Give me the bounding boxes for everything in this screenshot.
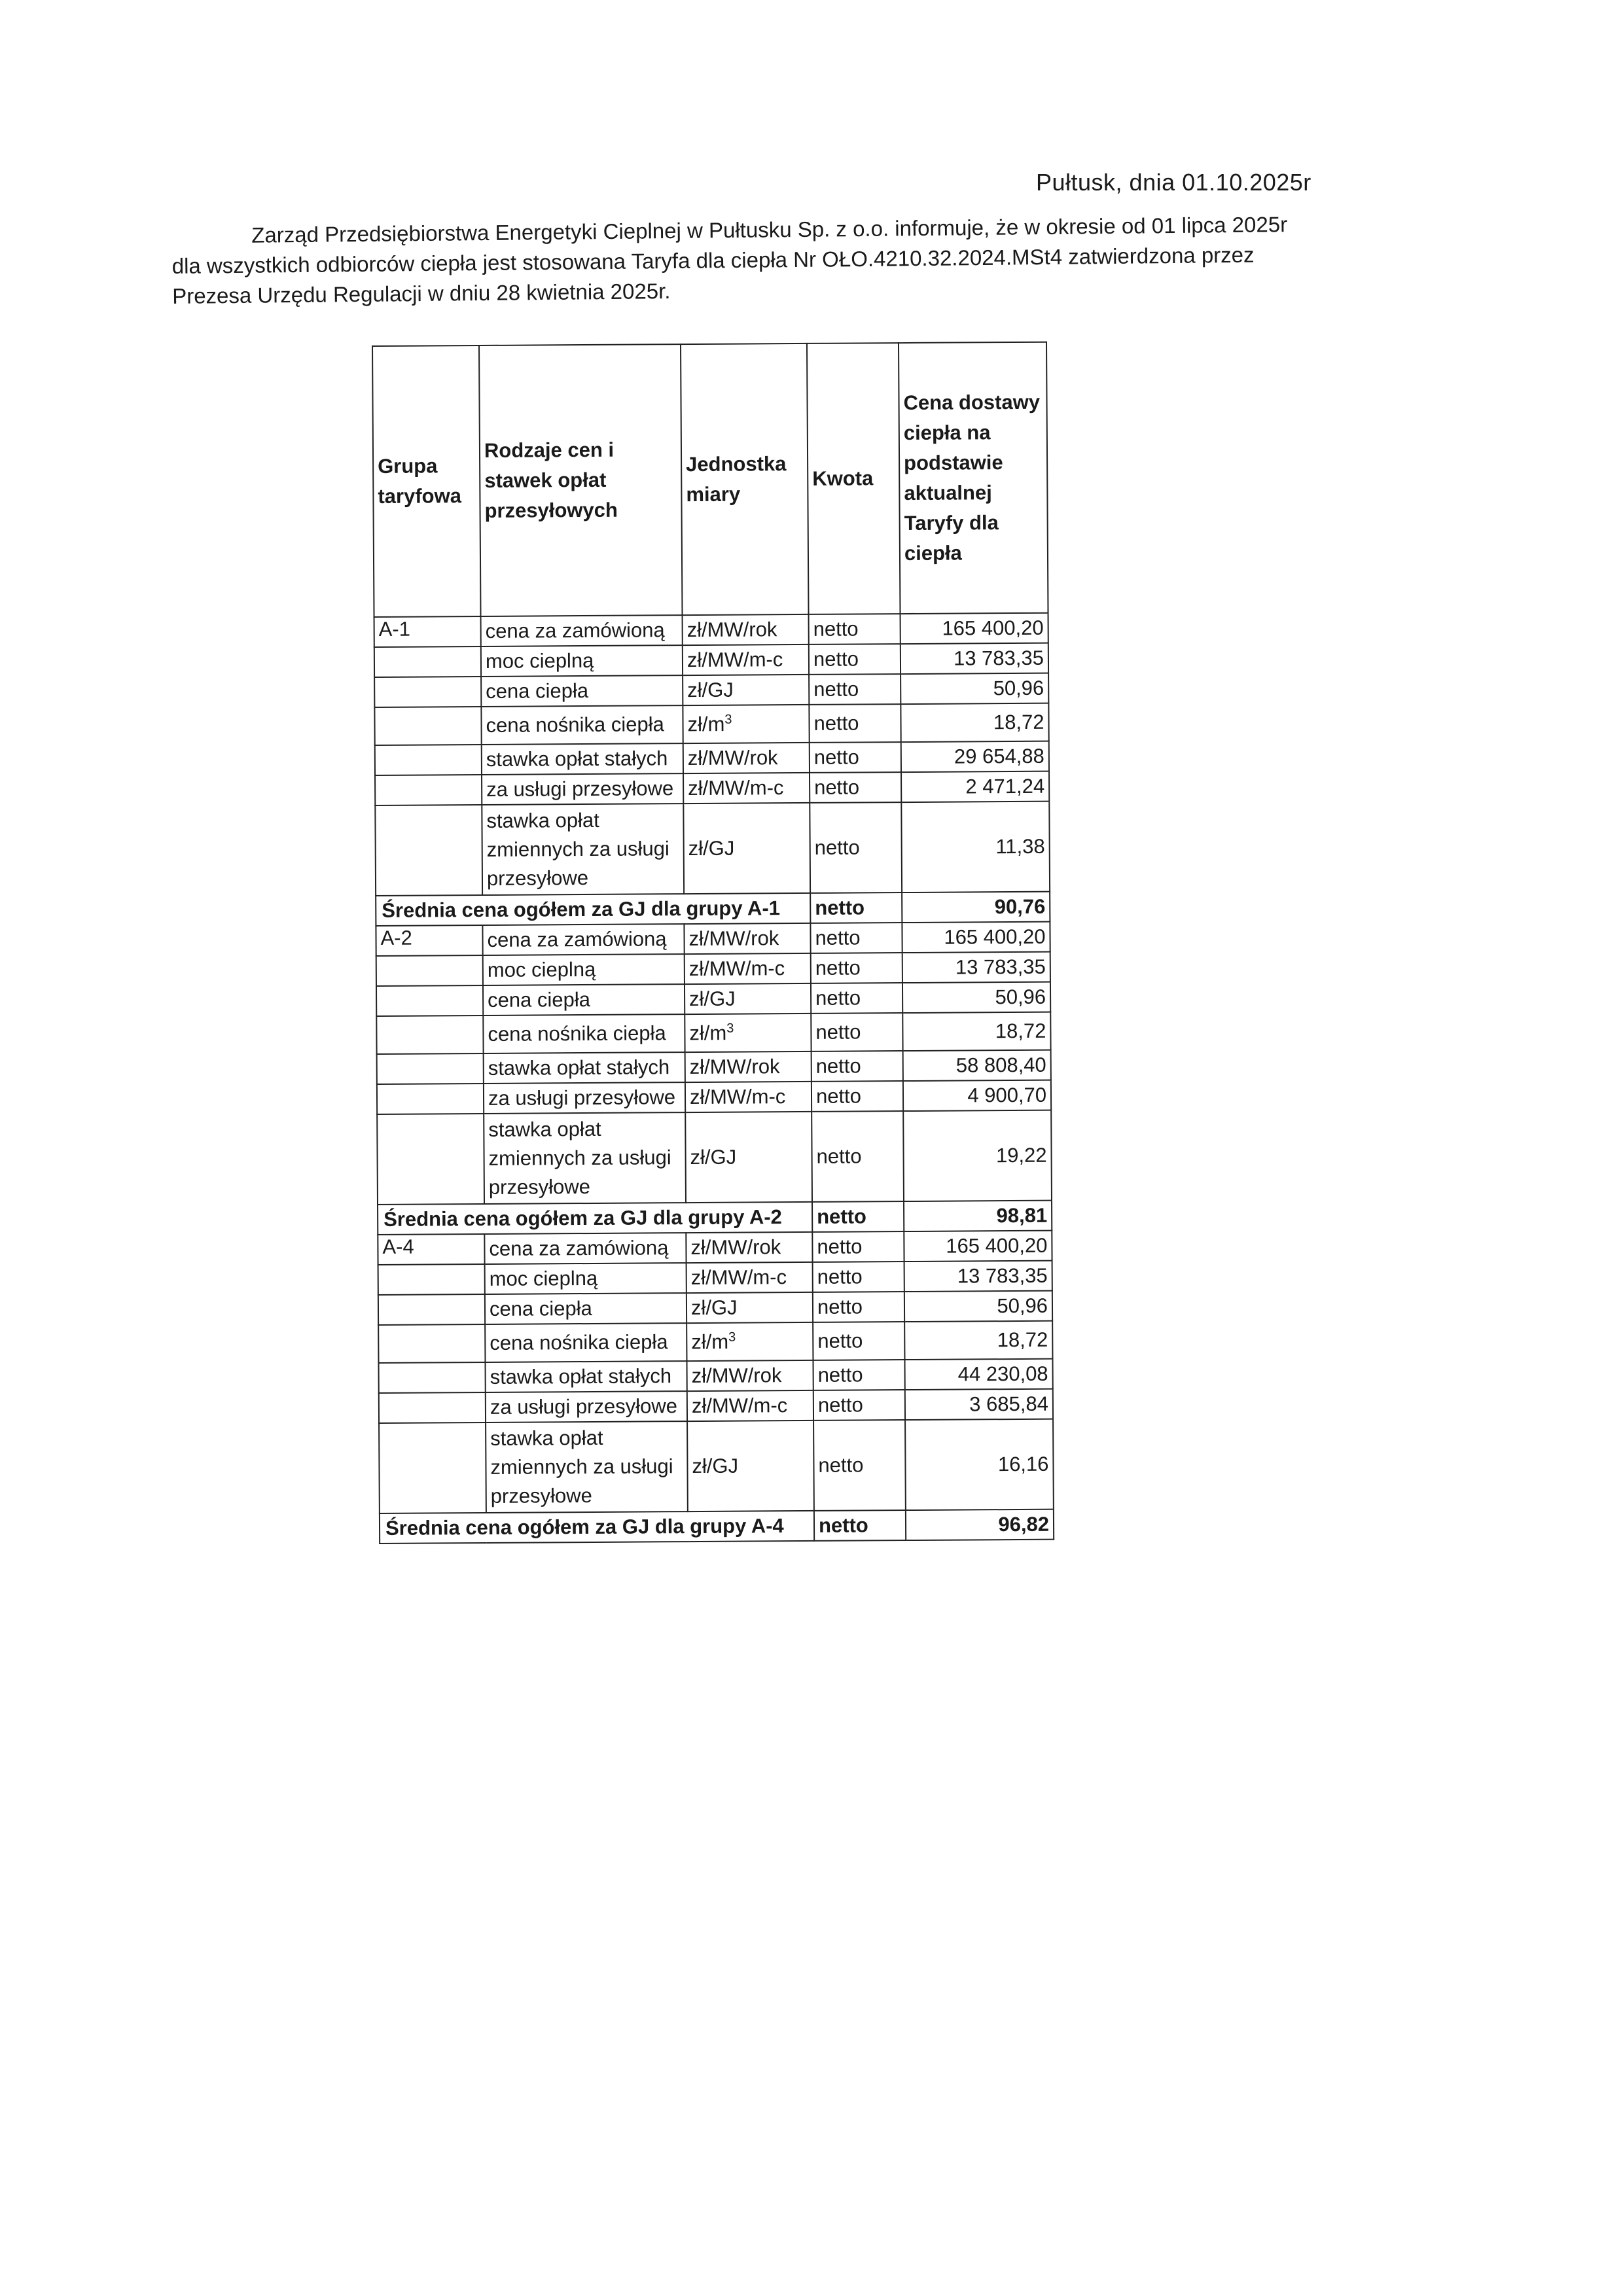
amount-cell: netto <box>810 772 901 803</box>
group-cell <box>374 707 481 745</box>
unit-cell <box>684 923 810 954</box>
intro-line-1: Zarząd Przedsiębiorstwa Energetyki Cieplnej w Pułtusku Sp. z o.o. informuje, że w okresie od 01 lipca 2025r <box>251 212 1288 247</box>
header-price: Cena dostawy ciepła na podstawie aktualnej Taryfy dla ciepła <box>899 342 1048 614</box>
tariff-table <box>372 342 1054 1544</box>
unit-text: zł/m <box>689 1021 727 1045</box>
unit-superscript: 3 <box>726 1021 734 1036</box>
amount-cell: netto <box>809 704 901 743</box>
price-cell: 18,72 <box>904 1321 1052 1360</box>
price-cell: 18,72 <box>902 1012 1050 1051</box>
unit-text: zł/m <box>687 712 725 736</box>
table-row <box>376 952 1050 986</box>
group-cell: A-4 <box>378 1234 484 1265</box>
kind-cell: stawka opłat zmiennych za usługi przesyłowe <box>482 804 684 895</box>
unit-cell <box>687 1262 813 1293</box>
kind-cell: za usługi przesyłowe <box>482 773 683 805</box>
group-cell <box>378 1324 485 1363</box>
unit-text: zł/MW/m-c <box>691 1394 788 1418</box>
kind-cell: stawka opłat stałych <box>482 743 683 775</box>
unit-cell <box>685 983 811 1014</box>
unit-text: zł/MW/m-c <box>688 776 784 800</box>
group-cell <box>377 1053 484 1084</box>
price-cell: 13 783,35 <box>901 643 1048 674</box>
group-cell <box>379 1392 486 1423</box>
price-cell: 4 900,70 <box>903 1080 1051 1111</box>
unit-text: zł/MW/rok <box>687 618 777 642</box>
group-cell <box>376 985 483 1016</box>
unit-text: zł/MW/rok <box>688 927 779 951</box>
header-group: Grupa taryfowa <box>372 345 481 617</box>
kind-cell: za usługi przesyłowe <box>486 1391 687 1422</box>
table-row <box>374 703 1048 745</box>
unit-cell <box>687 1390 813 1421</box>
average-price: 90,76 <box>902 892 1050 923</box>
table-row <box>377 1080 1051 1114</box>
kind-cell: cena ciepła <box>481 675 683 707</box>
header-amount: Kwota <box>807 343 901 614</box>
unit-text: zł/MW/m-c <box>687 648 783 672</box>
group-cell <box>375 745 482 775</box>
kind-cell: cena za zamówioną <box>481 615 683 646</box>
amount-cell: netto <box>809 674 901 705</box>
amount-cell: netto <box>812 1231 904 1262</box>
price-cell: 165 400,20 <box>902 922 1050 953</box>
kind-cell: za usługi przesyłowe <box>484 1082 685 1114</box>
unit-text: zł/MW/rok <box>691 1364 782 1388</box>
header-unit: Jednostka miary <box>681 344 809 615</box>
table-row <box>378 1359 1052 1393</box>
unit-cell <box>687 1322 813 1361</box>
table-row <box>374 673 1048 707</box>
kind-cell: cena nośnika ciepła <box>481 705 683 745</box>
table-row <box>376 1012 1050 1054</box>
unit-text: zł/GJ <box>690 1296 738 1320</box>
unit-text: zł/MW/m-c <box>689 1085 786 1109</box>
average-label: Średnia cena ogółem za GJ dla grupy A-4 <box>380 1511 814 1544</box>
amount-cell: netto <box>810 802 902 893</box>
price-cell: 2 471,24 <box>901 771 1049 802</box>
price-cell: 50,96 <box>902 982 1050 1013</box>
kind-cell: cena za zamówioną <box>484 1233 686 1264</box>
unit-text: zł/GJ <box>689 987 736 1011</box>
unit-text: zł/MW/m-c <box>688 957 785 981</box>
table-row <box>378 1321 1052 1363</box>
table-row <box>378 1291 1052 1325</box>
group-cell: A-1 <box>374 616 481 647</box>
price-cell: 16,16 <box>905 1419 1054 1510</box>
place-date: Pułtusk, dnia 01.10.2025r <box>1036 169 1311 196</box>
unit-text: zł/MW/rok <box>689 1055 780 1079</box>
unit-cell <box>683 705 809 743</box>
unit-cell <box>685 1014 811 1052</box>
average-row <box>378 1201 1052 1235</box>
kind-cell: moc cieplną <box>483 954 685 985</box>
table-header-row <box>372 342 1048 617</box>
group-cell <box>378 1362 485 1393</box>
amount-cell: netto <box>812 1081 903 1112</box>
intro-line-3: Prezesa Urzędu Regulacji w dniu 28 kwietnia 2025r. <box>172 279 671 308</box>
unit-text: zł/GJ <box>688 836 735 860</box>
price-cell: 29 654,88 <box>901 741 1049 772</box>
kind-cell: cena nośnika ciepła <box>485 1323 687 1362</box>
kind-cell: cena ciepła <box>485 1293 687 1324</box>
price-cell: 50,96 <box>901 673 1048 704</box>
average-amount: netto <box>810 892 902 923</box>
unit-cell <box>683 803 810 894</box>
unit-text: zł/m <box>691 1330 729 1354</box>
average-row <box>380 1510 1054 1544</box>
price-cell: 19,22 <box>903 1110 1052 1201</box>
table-row <box>376 922 1050 956</box>
unit-cell <box>687 1292 813 1323</box>
price-cell: 44 230,08 <box>904 1359 1052 1390</box>
unit-superscript: 3 <box>724 712 732 727</box>
unit-text: zł/MW/rok <box>690 1235 781 1260</box>
price-cell: 50,96 <box>904 1291 1052 1322</box>
unit-text: zł/MW/m-c <box>690 1265 787 1290</box>
table-row <box>379 1419 1054 1513</box>
table-row <box>377 1110 1052 1205</box>
table-row <box>376 982 1050 1016</box>
unit-cell <box>683 675 809 705</box>
table-row <box>375 741 1049 775</box>
amount-cell: netto <box>811 1013 902 1051</box>
amount-cell: netto <box>809 644 901 675</box>
amount-cell: netto <box>810 923 902 953</box>
unit-text: zł/GJ <box>692 1454 739 1478</box>
amount-cell: netto <box>813 1322 904 1360</box>
unit-cell <box>683 645 809 675</box>
group-cell: A-2 <box>376 925 482 956</box>
group-cell <box>378 1264 485 1295</box>
tariff-table-body <box>374 613 1054 1544</box>
unit-cell <box>687 1360 813 1391</box>
price-cell: 13 783,35 <box>902 952 1050 983</box>
kind-cell: cena ciepła <box>483 984 685 1016</box>
intro-paragraph <box>171 210 1288 311</box>
average-price: 96,82 <box>906 1510 1054 1540</box>
unit-superscript: 3 <box>728 1330 736 1345</box>
unit-cell <box>685 1112 812 1203</box>
amount-cell: netto <box>813 1292 904 1322</box>
average-label: Średnia cena ogółem za GJ dla grupy A-2 <box>378 1202 812 1235</box>
amount-cell: netto <box>811 953 902 983</box>
table-row <box>378 1231 1052 1265</box>
amount-cell: netto <box>813 1390 905 1421</box>
group-cell <box>379 1422 486 1513</box>
price-cell: 13 783,35 <box>904 1261 1052 1292</box>
amount-cell: netto <box>811 983 902 1014</box>
group-cell <box>378 1294 485 1325</box>
table-row <box>375 771 1049 805</box>
table-row <box>378 1261 1052 1295</box>
average-label: Średnia cena ogółem za GJ dla grupy A-1 <box>376 893 810 926</box>
table-row <box>377 1050 1051 1084</box>
kind-cell: moc cieplną <box>481 645 683 677</box>
price-cell: 11,38 <box>901 802 1050 892</box>
table-row <box>379 1389 1053 1423</box>
header-kind: Rodzaje cen i stawek opłat przesyłowych <box>479 344 683 616</box>
amount-cell: netto <box>813 1360 904 1390</box>
average-amount: netto <box>814 1510 906 1541</box>
kind-cell: stawka opłat zmiennych za usługi przesyłowe <box>484 1112 686 1204</box>
amount-cell: netto <box>813 1420 906 1511</box>
price-cell: 18,72 <box>901 703 1048 742</box>
amount-cell: netto <box>812 1111 904 1202</box>
group-cell <box>376 955 483 986</box>
unit-cell <box>683 773 810 804</box>
amount-cell: netto <box>810 742 901 773</box>
amount-cell: netto <box>812 1051 903 1082</box>
unit-text: zł/GJ <box>690 1145 737 1169</box>
kind-cell: stawka opłat stałych <box>485 1361 687 1392</box>
table-row <box>374 613 1048 647</box>
amount-cell: netto <box>813 1262 904 1292</box>
unit-cell <box>687 1421 814 1511</box>
group-cell <box>375 775 482 805</box>
unit-cell <box>683 614 809 645</box>
group-cell <box>376 1016 483 1054</box>
unit-cell <box>685 953 811 984</box>
intro-line-2: dla wszystkich odbiorców ciepła jest stosowana Taryfa dla ciepła Nr OŁO.4210.32.2024.MSt4 zatwierdzona przez <box>171 242 1255 278</box>
kind-cell: cena nośnika ciepła <box>483 1014 685 1053</box>
group-cell <box>375 805 482 896</box>
unit-cell <box>685 1051 812 1082</box>
unit-text: zł/MW/rok <box>687 746 778 770</box>
unit-cell <box>686 1232 812 1263</box>
average-row <box>376 892 1050 926</box>
kind-cell: stawka opłat stałych <box>484 1052 685 1084</box>
price-cell: 165 400,20 <box>904 1231 1052 1262</box>
unit-cell <box>683 743 810 773</box>
average-amount: netto <box>812 1201 904 1232</box>
kind-cell: cena za zamówioną <box>482 924 684 955</box>
kind-cell: stawka opłat zmiennych za usługi przesyłowe <box>486 1421 688 1513</box>
group-cell <box>377 1084 484 1114</box>
unit-cell <box>685 1082 812 1112</box>
kind-cell: moc cieplną <box>485 1263 687 1294</box>
group-cell <box>374 646 481 677</box>
group-cell <box>374 677 481 707</box>
average-price: 98,81 <box>904 1201 1052 1231</box>
unit-text: zł/GJ <box>687 678 734 702</box>
price-cell: 58 808,40 <box>903 1050 1051 1081</box>
table-row <box>375 802 1050 896</box>
group-cell <box>377 1114 484 1205</box>
price-cell: 3 685,84 <box>905 1389 1053 1420</box>
table-row <box>374 643 1048 677</box>
amount-cell: netto <box>809 614 901 645</box>
price-cell: 165 400,20 <box>901 613 1048 644</box>
